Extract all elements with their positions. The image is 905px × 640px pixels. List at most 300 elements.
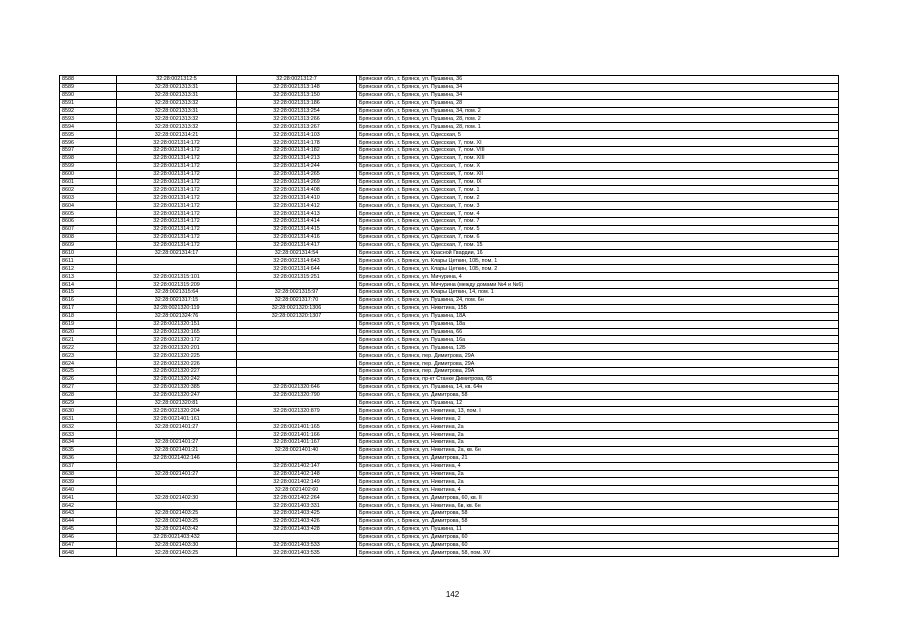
table-row	[60, 494, 839, 502]
parcel-number-cell: 32:28:0021403:25	[117, 549, 237, 557]
address-cell: Брянская обл., г. Брянск, ул. Пушкина, 66	[357, 328, 839, 336]
row-number-cell: 8627	[60, 383, 117, 391]
parcel-number-cell: 32:28:0021313:32	[117, 115, 237, 123]
object-number-cell: 32:28:0021314:410	[237, 194, 357, 202]
object-number-cell: 32:28:0021314:213	[237, 154, 357, 162]
object-number-cell: 32:28:0021403:533	[237, 541, 357, 549]
row-number-cell: 8637	[60, 462, 117, 470]
row-number-cell: 8648	[60, 549, 117, 557]
parcel-number-cell	[117, 462, 237, 470]
object-number-cell: 32:28:0021314:414	[237, 218, 357, 226]
parcel-number-cell: 32:28:0021401:27	[117, 470, 237, 478]
address-cell: Брянская обл., г. Брянск, ул. Одесская, 7, пом. 5	[357, 225, 839, 233]
object-number-cell: 32:28:0021314:265	[237, 170, 357, 178]
object-number-cell: 32:28:0021402:264	[237, 494, 357, 502]
row-number-cell: 8598	[60, 154, 117, 162]
object-number-cell: 32:28:0021401:167	[237, 438, 357, 446]
parcel-number-cell: 32:28:0021313:31	[117, 83, 237, 91]
parcel-number-cell: 32:28:0021320:151	[117, 320, 237, 328]
row-number-cell: 8600	[60, 170, 117, 178]
table-row	[60, 139, 839, 147]
parcel-number-cell: 32:28:0021403:25	[117, 509, 237, 517]
row-number-cell: 8617	[60, 304, 117, 312]
address-cell: Брянская обл., г. Брянск, ул. Красной Гвардии, 16	[357, 249, 839, 257]
address-cell: Брянская обл., г. Брянск, ул. Никитина, 2а, кв. 6н	[357, 446, 839, 454]
object-number-cell: 32:28:0021401:166	[237, 431, 357, 439]
object-number-cell: 32:28:0021402:147	[237, 462, 357, 470]
object-number-cell: 32:28:0021320:790	[237, 391, 357, 399]
address-cell: Брянская обл., г. Брянск, ул. Пушкина, 18А	[357, 312, 839, 320]
data-table	[59, 75, 839, 557]
page-number: 142	[445, 590, 460, 599]
parcel-number-cell: 32:28:0021401:27	[117, 423, 237, 431]
row-number-cell: 8632	[60, 423, 117, 431]
table-row	[60, 478, 839, 486]
address-cell: Брянская обл., г. Брянск, ул. Димитрова, 58	[357, 391, 839, 399]
object-number-cell: 32:28:0021314:416	[237, 233, 357, 241]
object-number-cell	[237, 360, 357, 368]
row-number-cell: 8638	[60, 470, 117, 478]
object-number-cell: 32:28:0021313:254	[237, 107, 357, 115]
object-number-cell: 32:28:0021312:7	[237, 76, 357, 84]
row-number-cell: 8606	[60, 218, 117, 226]
row-number-cell: 8644	[60, 517, 117, 525]
object-number-cell: 32:28:0021314:244	[237, 162, 357, 170]
parcel-number-cell: 32:28:0021402:30	[117, 494, 237, 502]
table-row	[60, 281, 839, 289]
row-number-cell: 8636	[60, 454, 117, 462]
row-number-cell: 8597	[60, 147, 117, 155]
object-number-cell: 32:28:0021320:1307	[237, 312, 357, 320]
object-number-cell: 32:28:0021314:182	[237, 147, 357, 155]
address-cell: Брянская обл., г. Брянск, ул. Пушкина, 11	[357, 525, 839, 533]
object-number-cell: 32:28:0021314:412	[237, 202, 357, 210]
table-row	[60, 99, 839, 107]
address-cell: Брянская обл., г. Брянск, ул. Одесская, 7, пом. XII	[357, 170, 839, 178]
object-number-cell: 32:28:0021313:150	[237, 91, 357, 99]
address-cell: Брянская обл., г. Брянск, пер. Димитрова, 29А	[357, 352, 839, 360]
row-number-cell: 8601	[60, 178, 117, 186]
address-cell: Брянская обл., г. Брянск, ул. Пушкина, 12Б	[357, 344, 839, 352]
address-cell: Брянская обл., г. Брянск, ул. Димитрова, 58, пом. XV	[357, 549, 839, 557]
table-row	[60, 107, 839, 115]
parcel-number-cell: 32:28:0021403:30	[117, 541, 237, 549]
row-number-cell: 8605	[60, 210, 117, 218]
object-number-cell	[237, 454, 357, 462]
table-body	[60, 76, 839, 557]
address-cell: Брянская обл., г. Брянск, ул. Димитрова, 58	[357, 509, 839, 517]
address-cell: Брянская обл., г. Брянск, ул. Никитина, 4	[357, 462, 839, 470]
row-number-cell: 8590	[60, 91, 117, 99]
address-cell: Брянская обл., г. Брянск, ул. Пушкина, 16а	[357, 336, 839, 344]
row-number-cell: 8640	[60, 486, 117, 494]
address-cell: Брянская обл., г. Брянск, ул. Никитина, 15Б	[357, 304, 839, 312]
parcel-number-cell: 32:28:0021314:172	[117, 241, 237, 249]
row-number-cell: 8634	[60, 438, 117, 446]
parcel-number-cell: 32:28:0021313:32	[117, 123, 237, 131]
table-row	[60, 241, 839, 249]
row-number-cell: 8599	[60, 162, 117, 170]
address-cell: Брянская обл., г. Брянск, ул. Пушкина, 36	[357, 76, 839, 84]
table-row	[60, 210, 839, 218]
table-row	[60, 344, 839, 352]
parcel-number-cell	[117, 478, 237, 486]
table-row	[60, 249, 839, 257]
row-number-cell: 8593	[60, 115, 117, 123]
row-number-cell: 8618	[60, 312, 117, 320]
row-number-cell: 8633	[60, 431, 117, 439]
address-cell: Брянская обл., г. Брянск, ул. Димитрова, 60, кв. II	[357, 494, 839, 502]
table-row	[60, 470, 839, 478]
address-cell: Брянская обл., г. Брянск, ул. Пушкина, 24, пом. 6н	[357, 296, 839, 304]
object-number-cell	[237, 328, 357, 336]
row-number-cell: 8615	[60, 289, 117, 297]
table-row	[60, 233, 839, 241]
table-row	[60, 123, 839, 131]
address-cell: Брянская обл., г. Брянск, ул. Одесская, 7, пом. XIII	[357, 154, 839, 162]
row-number-cell: 8596	[60, 139, 117, 147]
table-row	[60, 154, 839, 162]
object-number-cell: 32:28:0021314:408	[237, 186, 357, 194]
address-cell: Брянская обл., г. Брянск, ул. Димитрова, 58	[357, 517, 839, 525]
parcel-number-cell: 32:28:0021320:247	[117, 391, 237, 399]
parcel-number-cell: 32:28:0021314:172	[117, 147, 237, 155]
row-number-cell: 8611	[60, 257, 117, 265]
address-cell: Брянская обл., г. Брянск, ул. Клары Цеткин, 14, пом. 1	[357, 289, 839, 297]
row-number-cell: 8639	[60, 478, 117, 486]
parcel-number-cell: 32:28:0021314:172	[117, 194, 237, 202]
row-number-cell: 8645	[60, 525, 117, 533]
address-cell: Брянская обл., г. Брянск, ул. Одесская, 7, пом. 3	[357, 202, 839, 210]
row-number-cell: 8623	[60, 352, 117, 360]
row-number-cell: 8614	[60, 281, 117, 289]
parcel-number-cell: 32:28:0021403:25	[117, 517, 237, 525]
parcel-number-cell: 32:28:0021401:161	[117, 415, 237, 423]
address-cell: Брянская обл., г. Брянск, ул. Никитина, 2а	[357, 438, 839, 446]
row-number-cell: 8594	[60, 123, 117, 131]
address-cell: Брянская обл., г. Брянск, ул. Одесская, 7, пом. 1	[357, 186, 839, 194]
address-cell: Брянская обл., г. Брянск, ул. Димитрова, 60	[357, 533, 839, 541]
row-number-cell: 8629	[60, 399, 117, 407]
address-cell: Брянская обл., г. Брянск, ул. Димитрова, 60	[357, 541, 839, 549]
address-cell: Брянская обл., г. Брянск, пер. Димитрова, 29А	[357, 367, 839, 375]
row-number-cell: 8595	[60, 131, 117, 139]
table-row	[60, 352, 839, 360]
row-number-cell: 8604	[60, 202, 117, 210]
row-number-cell: 8630	[60, 407, 117, 415]
table-row	[60, 273, 839, 281]
address-cell: Брянская обл., г. Брянск, ул. Одесская, 7, пом. VIII	[357, 147, 839, 155]
row-number-cell: 8620	[60, 328, 117, 336]
address-cell: Брянская обл., г. Брянск, пер. Димитрова, 29А	[357, 360, 839, 368]
parcel-number-cell: 32:28:0021314:172	[117, 202, 237, 210]
address-cell: Брянская обл., г. Брянск, ул. Пушкина, 34	[357, 83, 839, 91]
table-row	[60, 194, 839, 202]
table-row	[60, 438, 839, 446]
object-number-cell: 32:28:0021402:149	[237, 478, 357, 486]
address-cell: Брянская обл., г. Брянск, ул. Клары Цеткин, 10Б, пом. 1	[357, 257, 839, 265]
table-row	[60, 446, 839, 454]
object-number-cell	[237, 533, 357, 541]
table-row	[60, 517, 839, 525]
row-number-cell: 8603	[60, 194, 117, 202]
address-cell: Брянская обл., г. Брянск, ул. Одесская, 7, пом. 7	[357, 218, 839, 226]
address-cell: Брянская обл., г. Брянск, ул. Одесская, 7, пом. IX	[357, 178, 839, 186]
parcel-number-cell: 32:28:0021402:146	[117, 454, 237, 462]
parcel-number-cell: 32:28:0021320:225	[117, 352, 237, 360]
object-number-cell: 32:28:0021403:535	[237, 549, 357, 557]
address-cell: Брянская обл., г. Брянск, ул. Димитрова, 21	[357, 454, 839, 462]
row-number-cell: 8626	[60, 375, 117, 383]
parcel-number-cell: 32:28:0021314:172	[117, 233, 237, 241]
object-number-cell: 32:28:0021313:267	[237, 123, 357, 131]
parcel-number-cell: 32:28:0021320:201	[117, 344, 237, 352]
parcel-number-cell: 32:28:0021314:172	[117, 170, 237, 178]
table-row	[60, 289, 839, 297]
object-number-cell	[237, 336, 357, 344]
parcel-number-cell: 32:28:0021315:101	[117, 273, 237, 281]
object-number-cell	[237, 281, 357, 289]
row-number-cell: 8612	[60, 265, 117, 273]
table-row	[60, 367, 839, 375]
parcel-number-cell: 32:28:0021315:209	[117, 281, 237, 289]
table-row	[60, 423, 839, 431]
table-row	[60, 225, 839, 233]
object-number-cell: 32:28:0021403:425	[237, 509, 357, 517]
parcel-number-cell: 32:28:0021320:226	[117, 360, 237, 368]
address-cell: Брянская обл., г. Брянск, ул. Пушкина, 28, пом. 2	[357, 115, 839, 123]
object-number-cell: 32:28:0021313:266	[237, 115, 357, 123]
table-row	[60, 304, 839, 312]
object-number-cell: 32:28:0021314:415	[237, 225, 357, 233]
row-number-cell: 8607	[60, 225, 117, 233]
object-number-cell	[237, 344, 357, 352]
address-cell: Брянская обл., г. Брянск, ул. Никитина, 2а	[357, 423, 839, 431]
address-cell: Брянская обл., г. Брянск, ул. Никитина, 2а	[357, 470, 839, 478]
object-number-cell: 32:28:0021402:148	[237, 470, 357, 478]
parcel-number-cell: 32:28:0021401:27	[117, 438, 237, 446]
object-number-cell	[237, 367, 357, 375]
parcel-number-cell: 32:28:0021314:172	[117, 210, 237, 218]
table-row	[60, 257, 839, 265]
object-number-cell: 32:28:0021403:331	[237, 502, 357, 510]
table-row	[60, 336, 839, 344]
row-number-cell: 8588	[60, 76, 117, 84]
row-number-cell: 8628	[60, 391, 117, 399]
table-row	[60, 462, 839, 470]
row-number-cell: 8591	[60, 99, 117, 107]
object-number-cell: 32:28:0021315:251	[237, 273, 357, 281]
table-row	[60, 375, 839, 383]
parcel-number-cell: 32:28:0021320:204	[117, 407, 237, 415]
object-number-cell	[237, 399, 357, 407]
object-number-cell	[237, 415, 357, 423]
address-cell: Брянская обл., г. Брянск, ул. Никитина, 2а	[357, 431, 839, 439]
parcel-number-cell: 32:28:0021314:172	[117, 186, 237, 194]
object-number-cell: 32:28:0021320:646	[237, 383, 357, 391]
object-number-cell: 32:28:0021314:103	[237, 131, 357, 139]
row-number-cell: 8647	[60, 541, 117, 549]
object-number-cell: 32:28:0021314:643	[237, 257, 357, 265]
row-number-cell: 8646	[60, 533, 117, 541]
object-number-cell: 32:28:0021314:178	[237, 139, 357, 147]
table-row	[60, 162, 839, 170]
table-row	[60, 170, 839, 178]
table-row	[60, 131, 839, 139]
table-row	[60, 415, 839, 423]
address-cell: Брянская обл., г. Брянск, ул. Одесская, 7, пом. 6	[357, 233, 839, 241]
table-row	[60, 186, 839, 194]
parcel-number-cell	[117, 265, 237, 273]
table-row	[60, 399, 839, 407]
address-cell: Брянская обл., г. Брянск, ул. Пушкина, 28, пом. 1	[357, 123, 839, 131]
parcel-number-cell: 32:28:0021320:81	[117, 399, 237, 407]
row-number-cell: 8625	[60, 367, 117, 375]
table-row	[60, 178, 839, 186]
row-number-cell: 8622	[60, 344, 117, 352]
table-row	[60, 296, 839, 304]
row-number-cell: 8616	[60, 296, 117, 304]
address-cell: Брянская обл., г. Брянск, ул. Одесская, 7, пом. 2	[357, 194, 839, 202]
address-cell: Брянская обл., г. Брянск, ул. Одесская, 7, пом. 15	[357, 241, 839, 249]
address-cell: Брянская обл., г. Брянск, ул. Пушкина, 14, кв. 64н	[357, 383, 839, 391]
table-row	[60, 83, 839, 91]
object-number-cell: 32:28:0021401:40	[237, 446, 357, 454]
row-number-cell: 8631	[60, 415, 117, 423]
parcel-number-cell: 32:28:0021315:64	[117, 289, 237, 297]
object-number-cell: 32:28:0021313:186	[237, 99, 357, 107]
table-row	[60, 541, 839, 549]
table-row	[60, 502, 839, 510]
object-number-cell	[237, 352, 357, 360]
table-row	[60, 328, 839, 336]
table-row	[60, 76, 839, 84]
parcel-number-cell: 32:28:0021314:172	[117, 225, 237, 233]
table-row	[60, 115, 839, 123]
row-number-cell: 8608	[60, 233, 117, 241]
parcel-number-cell: 32:28:0021403:432	[117, 533, 237, 541]
address-cell: Брянская обл., г. Брянск, пр-кт Станке Димитрова, 65	[357, 375, 839, 383]
table-row	[60, 391, 839, 399]
address-cell: Брянская обл., г. Брянск, ул. Клары Цеткин, 10Б, пом. 2	[357, 265, 839, 273]
row-number-cell: 8613	[60, 273, 117, 281]
address-cell: Брянская обл., г. Брянск, ул. Никитина, 4	[357, 486, 839, 494]
parcel-number-cell: 32:28:0021314:172	[117, 139, 237, 147]
object-number-cell	[237, 375, 357, 383]
parcel-number-cell: 32:28:0021314:172	[117, 178, 237, 186]
object-number-cell: 32:28:0021320:1306	[237, 304, 357, 312]
table-row	[60, 431, 839, 439]
row-number-cell: 8642	[60, 502, 117, 510]
table-row	[60, 320, 839, 328]
row-number-cell: 8641	[60, 494, 117, 502]
parcel-number-cell: 32:28:0021401:21	[117, 446, 237, 454]
table-row	[60, 454, 839, 462]
object-number-cell: 32:28:0021403:428	[237, 525, 357, 533]
table-row	[60, 549, 839, 557]
table-row	[60, 407, 839, 415]
table-row	[60, 509, 839, 517]
parcel-number-cell: 32:28:0021320:385	[117, 383, 237, 391]
address-cell: Брянская обл., г. Брянск, ул. Одесская, 5	[357, 131, 839, 139]
parcel-number-cell: 32:28:0021313:31	[117, 107, 237, 115]
table-row	[60, 383, 839, 391]
row-number-cell: 8592	[60, 107, 117, 115]
object-number-cell: 32:28:0021315:97	[237, 289, 357, 297]
row-number-cell: 8635	[60, 446, 117, 454]
row-number-cell: 8619	[60, 320, 117, 328]
object-number-cell: 32:28:0021313:148	[237, 83, 357, 91]
row-number-cell: 8602	[60, 186, 117, 194]
address-cell: Брянская обл., г. Брянск, ул. Никитина, 2	[357, 415, 839, 423]
object-number-cell: 32:28:0021314:413	[237, 210, 357, 218]
parcel-number-cell: 32:28:0021320:165	[117, 328, 237, 336]
address-cell: Брянская обл., г. Брянск, ул. Одесская, 7, пом. X	[357, 162, 839, 170]
address-cell: Брянская обл., г. Брянск, ул. Мичурина (между домами №4 и №6)	[357, 281, 839, 289]
table-row	[60, 218, 839, 226]
table-row	[60, 265, 839, 273]
object-number-cell: 32:28:0021317:70	[237, 296, 357, 304]
object-number-cell: 32:28:0021314:644	[237, 265, 357, 273]
parcel-number-cell: 32:28:0021313:32	[117, 99, 237, 107]
parcel-number-cell	[117, 431, 237, 439]
address-cell: Брянская обл., г. Брянск, ул. Пушкина, 34, пом. 2	[357, 107, 839, 115]
address-cell: Брянская обл., г. Брянск, ул. Никитина, 6в, кв. 6н	[357, 502, 839, 510]
parcel-number-cell: 32:28:0021313:31	[117, 91, 237, 99]
object-number-cell: 32:28:0021314:54	[237, 249, 357, 257]
address-cell: Брянская обл., г. Брянск, ул. Мичурина, 4	[357, 273, 839, 281]
address-cell: Брянская обл., г. Брянск, ул. Пушкина, 28	[357, 99, 839, 107]
object-number-cell: 32:28:0021403:426	[237, 517, 357, 525]
table-row	[60, 147, 839, 155]
table-row	[60, 360, 839, 368]
parcel-number-cell: 32:28:0021317:15	[117, 296, 237, 304]
object-number-cell: 32:28:0021314:417	[237, 241, 357, 249]
table-row	[60, 533, 839, 541]
object-number-cell: 32:28:0021402:60	[237, 486, 357, 494]
address-cell: Брянская обл., г. Брянск, ул. Одесская, 7, пом. XI	[357, 139, 839, 147]
parcel-number-cell: 32:28:0021314:172	[117, 218, 237, 226]
table-row	[60, 525, 839, 533]
row-number-cell: 8609	[60, 241, 117, 249]
parcel-number-cell: 32:28:0021320:242	[117, 375, 237, 383]
parcel-number-cell: 32:28:0021314:172	[117, 154, 237, 162]
object-number-cell: 32:28:0021320:879	[237, 407, 357, 415]
table-row	[60, 486, 839, 494]
parcel-number-cell	[117, 257, 237, 265]
address-cell: Брянская обл., г. Брянск, ул. Пушкина, 18а	[357, 320, 839, 328]
row-number-cell: 8643	[60, 509, 117, 517]
row-number-cell: 8624	[60, 360, 117, 368]
row-number-cell: 8621	[60, 336, 117, 344]
table-row	[60, 91, 839, 99]
parcel-number-cell	[117, 502, 237, 510]
address-cell: Брянская обл., г. Брянск, ул. Пушкина, 34	[357, 91, 839, 99]
parcel-number-cell: 32:28:0021314:21	[117, 131, 237, 139]
table-row	[60, 202, 839, 210]
object-number-cell	[237, 320, 357, 328]
object-number-cell: 32:28:0021314:269	[237, 178, 357, 186]
address-cell: Брянская обл., г. Брянск, ул. Одесская, 7, пом. 4	[357, 210, 839, 218]
parcel-number-cell: 32:28:0021320:119	[117, 304, 237, 312]
parcel-number-cell: 32:28:0021314:17	[117, 249, 237, 257]
address-cell: Брянская обл., г. Брянск, ул. Никитина, 13, пом. I	[357, 407, 839, 415]
parcel-number-cell: 32:28:0021403:42	[117, 525, 237, 533]
parcel-number-cell: 32:28:0021320:227	[117, 367, 237, 375]
parcel-number-cell: 32:28:0021314:172	[117, 162, 237, 170]
address-cell: Брянская обл., г. Брянск, ул. Никитина, 2а	[357, 478, 839, 486]
table-row	[60, 312, 839, 320]
